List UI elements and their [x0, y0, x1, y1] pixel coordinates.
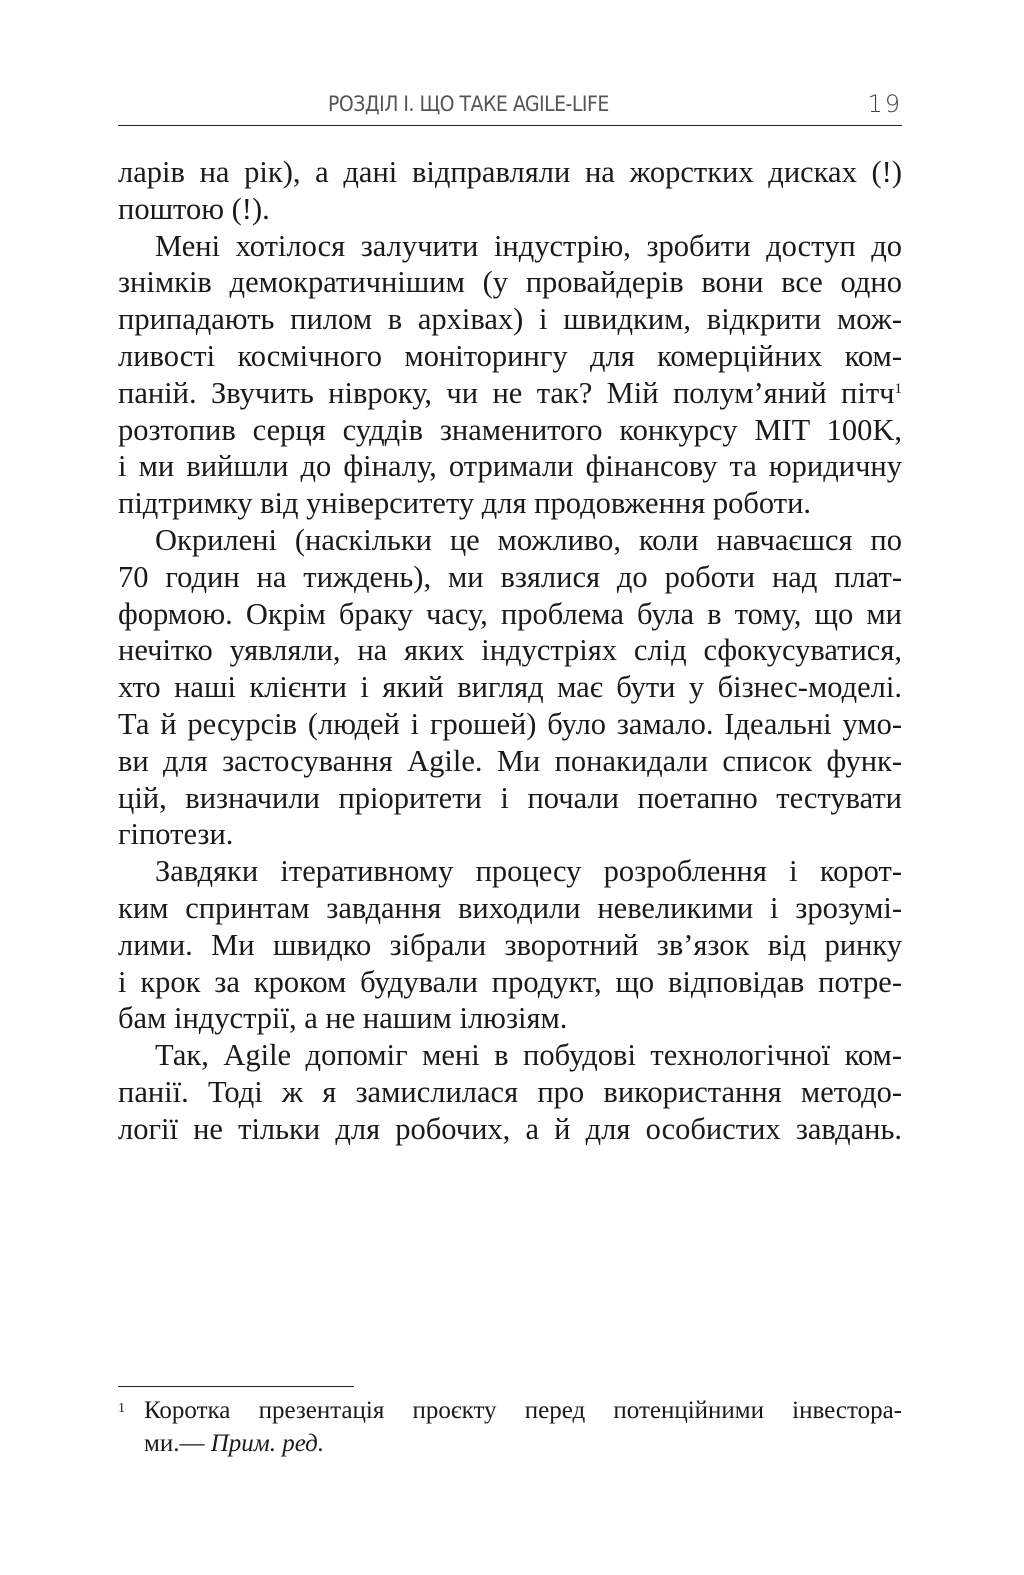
- text-line: ливості космічного моніторингу для комерційних ком-: [118, 338, 902, 373]
- footnote-line: Коротка презентація проєкту перед потенційними інвестора-: [144, 1397, 902, 1424]
- footnote-1: [118, 1394, 902, 1460]
- footnote-mark: 1: [118, 1401, 125, 1416]
- text-line: лими. Ми швидко зібрали зворотний зв’язок від ринку: [118, 927, 902, 962]
- page-number: 19: [867, 90, 902, 118]
- footnote-line: [118, 1427, 902, 1460]
- text-line: бам індустрії, а не нашим ілюзіям.: [118, 1001, 568, 1036]
- text-line: нечітко уявляли, на яких індустріях слід сфокусуватися,: [118, 633, 902, 668]
- text-line-with-footnote: [118, 375, 902, 412]
- footnote-separator: [118, 1386, 354, 1387]
- text-line: Мені хотілося залучити індустрію, зробити доступ до: [155, 228, 902, 263]
- paragraph-5: [118, 1037, 902, 1147]
- text-line: паній. Звучить нівроку, чи не так? Мій полум’яний пітч: [118, 375, 895, 410]
- text-line: ларів на рік), а дані відправляли на жорстких дисках (!): [118, 155, 902, 189]
- footnote-reference[interactable]: 1: [894, 380, 902, 397]
- text-line: 70 годин на тиждень), ми взялися до роботи над плат-: [118, 559, 902, 594]
- text-line: і крок за кроком будували продукт, що відповідав потре-: [118, 964, 902, 999]
- paragraph-1: [118, 154, 902, 228]
- text-line: Завдяки ітеративному процесу розроблення і корот-: [155, 854, 902, 889]
- text-line: формою. Окрім браку часу, проблема була в тому, що ми: [118, 596, 902, 631]
- text-line: припадають пилом в архівах) і швидким, відкрити мож-: [118, 302, 902, 337]
- running-title: РОЗДІЛ І. ЩО ТАКЕ AGILE-LIFE: [328, 92, 609, 116]
- text-line: знімків демократичнішим (у провайдерів вони все одно: [118, 265, 902, 300]
- paragraph-4: [118, 853, 902, 1037]
- paragraph-3: [118, 522, 902, 853]
- text-line: цій, визначили пріоритети і почали поетапно тестувати: [118, 780, 902, 815]
- text-line: Так, Agile допоміг мені в побудові технологічної ком-: [155, 1038, 902, 1073]
- text-line: гіпотези.: [118, 817, 234, 852]
- text-line: і ми вийшли до фіналу, отримали фінансову та юридичну: [118, 449, 902, 484]
- text-line: підтримку від університету для продовження роботи.: [118, 486, 812, 521]
- text-line: розтопив серця суддів знаменитого конкурсу MIT 100K,: [118, 412, 902, 447]
- running-header: [118, 88, 902, 124]
- text-line: поштою (!).: [118, 191, 270, 226]
- editor-note: Прим. ред.: [210, 1430, 325, 1457]
- text-line: хто наші клієнти і який вигляд має бути у бізнес-моделі.: [118, 670, 902, 705]
- footnote-text: ми.—: [144, 1430, 211, 1457]
- text-line: ви для застосування Agile. Ми понакидали список функ-: [118, 743, 902, 778]
- paragraph-2: [118, 228, 902, 522]
- text-line: Окрилені (наскільки це можливо, коли навчаєшся по: [155, 522, 902, 557]
- text-line: ким спринтам завдання виходили невеликими і зрозумі-: [118, 890, 902, 925]
- text-line: логії не тільки для робочих, а й для особистих завдань.: [118, 1111, 902, 1146]
- text-line: Та й ресурсів (людей і грошей) було замало. Ідеальні умо-: [118, 706, 902, 741]
- text-line: панії. Тоді ж я замислилася про використання методо-: [118, 1074, 902, 1109]
- header-rule: [118, 125, 902, 126]
- body-text: [118, 154, 902, 1148]
